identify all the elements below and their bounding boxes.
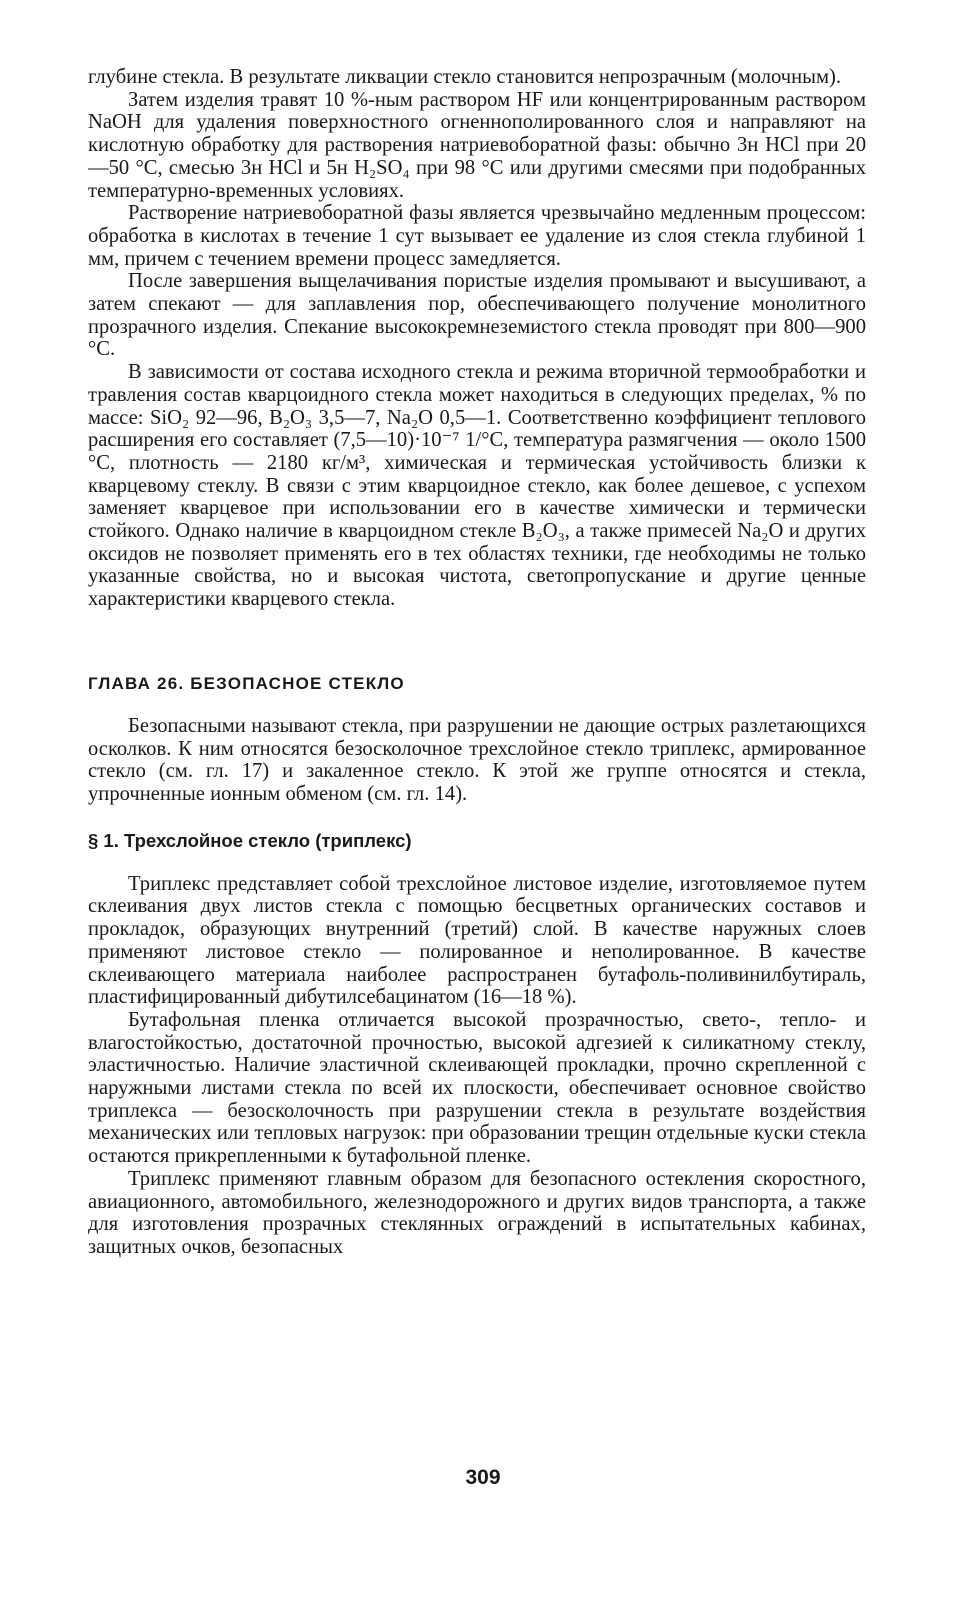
- paragraph: Затем изделия травят 10 %-ным раствором HF или концентрированным раствором NaOH для удаления поверхностного огненнополированного слоя и направляют на кислотную обработку для растворения натриевоборатной фазы: обычно 3н HCl при 20—50 °С, смесью 3н HCl и 5н H₂SO₄ при 98 °С или другими смесями при подобранных температурно-временных условиях.: [88, 88, 866, 202]
- paragraph: Триплекс представляет собой трехслойное листовое изделие, изготовляемое путем склеивания двух листов стекла с помощью бесцветных органических составов и прокладок, образующих внутренний (третий) слой. В качестве наружных слоев применяют листовое стекло — полированное и неполированное. В качестве склеивающего материала наиболее распространен бутафоль-поливинилбутираль, пластифицированный дибутилсебацинатом (16—18 %).: [88, 872, 866, 1009]
- chapter-heading: ГЛАВА 26. БЕЗОПАСНОЕ СТЕКЛО: [88, 673, 405, 693]
- page-body: [88, 66, 866, 1259]
- section-heading: § 1. Трехслойное стекло (триплекс): [88, 829, 412, 851]
- paragraph: Безопасными называют стекла, при разрушении не дающие острых разлетающихся осколков. К ним относятся безосколочное трехслойное стекло триплекс, армированное стекло (см. гл. 17) и закаленное стекло. К этой же группе относятся и стекла, упрочненные ионным обменом (см. гл. 14).: [88, 714, 866, 805]
- paragraph: Бутафольная пленка отличается высокой прозрачностью, свето-, тепло- и влагостойкостью, достаточной прочностью, высокой адгезией к силикатному стеклу, эластичностью. Наличие эластичной склеивающей прокладки, прочно скрепленной с наружными листами стекла по всей их плоскости, обеспечивает основное свойство триплекса — безосколочность при разрушении стекла в результате воздействия механических или тепловых нагрузок: при образовании трещин отдельные куски стекла остаются прикрепленными к бутафольной пленке.: [88, 1008, 866, 1168]
- paragraph: В зависимости от состава исходного стекла и режима вторичной термообработки и травления состав кварцоидного стекла может находиться в следующих пределах, % по массе: SiO₂ 92—96, B₂O₃ 3,5—7, Na₂O 0,5—1. Соответственно коэффициент теплового расширения его составляет (7,5—10)·10⁻⁷ 1/°С, температура размягчения — около 1500 °С, плотность — 2180 кг/м³, химическая и термическая устойчивость близки к кварцевому стеклу. В связи с этим кварцоидное стекло, как более дешевое, с успехом заменяет кварцевое при использовании его в качестве химически и термически стойкого. Однако наличие в кварцоидном стекле B₂O₃, а также примесей Na₂O и других оксидов не позволяет применять его в тех областях техники, где необходимы не только указанные свойства, но и высокая чистота, светопропускание и другие ценные характеристики кварцевого стекла.: [88, 361, 866, 611]
- page-number: 309: [465, 1466, 501, 1489]
- paragraph: После завершения выщелачивания пористые изделия промывают и высушивают, а затем спекают — для заплавления пор, обеспечивающего получение монолитного прозрачного изделия. Спекание высококремнеземистого стекла проводят при 800—900 °С.: [88, 270, 866, 361]
- paragraph: глубине стекла. В результате ликвации стекло становится непрозрачным (молочным).: [88, 66, 842, 88]
- paragraph: Триплекс применяют главным образом для безопасного остекления скоростного, авиационного, автомобильного, железнодорожного и других видов транспорта, а также для изготовления прозрачных стеклянных ограждений в испытательных кабинах, защитных очков, безопасных: [88, 1167, 866, 1258]
- paragraph: Растворение натриевоборатной фазы является чрезвычайно медленным процессом: обработка в кислотах в течение 1 сут вызывает ее удаление из слоя стекла глубиной 1 мм, причем с течением времени процесс замедляется.: [88, 202, 866, 270]
